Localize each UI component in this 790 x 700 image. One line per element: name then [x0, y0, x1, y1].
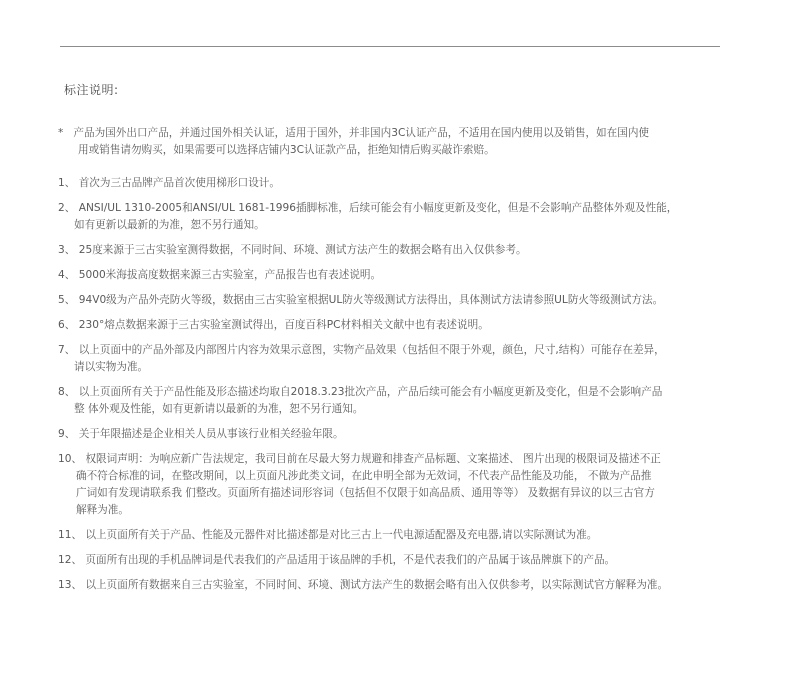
note-line — [58, 200, 784, 217]
note-marker: 9、 — [58, 428, 76, 440]
note-1 — [58, 175, 784, 192]
note-marker: 10、 — [58, 453, 83, 465]
note-text: 产品为国外出口产品，并通过国外相关认证，适用于国外，并非国内3C认证产品，不适用在国内使用以及销售，如在国内使 — [73, 127, 650, 139]
note-marker: 7、 — [58, 344, 76, 356]
note-text: 关于年限描述是企业相关人员从事该行业相关经验年限。 — [78, 428, 344, 440]
note-text: 权限词声明：为响应新广告法规定，我司目前在尽最大努力规避和排查产品标题、文案描述、 图片出现的极限词及描述不正 — [85, 453, 661, 465]
note-text: 确不符合标准的词，在整改期间，以上页面凡涉此类文词，在此申明全部为无效词，不代表产品性能及功能， 不做为产品推 — [76, 470, 652, 482]
note-text: 94V0级为产品外壳防火等级，数据由三古实验室根据UL防火等级测试方法得出，具体测试方法请参照UL防火等级测试方法。 — [78, 294, 664, 306]
note-text: 解释为准。 — [76, 504, 129, 516]
note-text: 广词如有发现请联系我 们整改。页面所有描述词形容词（包括但不仅限于如高品质、通用等等） 及数据有异议的以三古官方 — [76, 487, 655, 499]
note-marker: 4、 — [58, 269, 76, 281]
note-6 — [58, 317, 784, 334]
note-8 — [58, 384, 784, 418]
note-4 — [58, 267, 784, 284]
note-13 — [58, 577, 784, 594]
note-10 — [58, 451, 784, 519]
note-line — [58, 384, 784, 401]
note-text: 5000米海拔高度数据来源三古实验室，产品报告也有表述说明。 — [78, 269, 382, 281]
note-text: 以上页面中的产品外部及内部图片内容为效果示意图，实物产品效果（包括但不限于外观，颜色，尺寸,结构）可能存在差异， — [78, 344, 665, 356]
note-line — [58, 125, 784, 142]
note-text: 请以实物为准。 — [74, 361, 149, 373]
note-line — [58, 292, 784, 309]
note-5 — [58, 292, 784, 309]
note-line — [58, 451, 784, 468]
note-marker: 2、 — [58, 202, 76, 214]
note-line — [58, 317, 784, 334]
note-text: 如有更新以最新的为准，恕不另行通知。 — [74, 219, 265, 231]
note-2 — [58, 200, 784, 234]
note-3 — [58, 242, 784, 259]
section-title: 标注说明: — [64, 83, 119, 97]
note-marker: 6、 — [58, 319, 76, 331]
note-line — [58, 267, 784, 284]
note-text: 以上页面所有数据来自三古实验室，不同时间、环境、测试方法产生的数据会略有出入仅供参考，以实际测试官方解释为准。 — [85, 579, 669, 591]
note-text: 以上页面所有关于产品、性能及元器件对比描述都是对比三古上一代电源适配器及充电器,请以实际测试为准。 — [85, 529, 598, 541]
note-marker: 3、 — [58, 244, 76, 256]
note-text: 整 体外观及性能，如有更新请以最新的为准，恕不另行通知。 — [74, 403, 364, 415]
note-text: ANSI/UL 1310-2005和ANSI/UL 1681-1996插脚标准，后续可能会有小幅度更新及变化，但是不会影响产品整体外观及性能， — [78, 202, 678, 214]
note-line — [58, 552, 784, 569]
note-9 — [58, 426, 784, 443]
note-line — [58, 426, 784, 443]
note-text: 页面所有出现的手机品牌词是代表我们的产品适用于该品牌的手机，不是代表我们的产品属于该品牌旗下的产品。 — [85, 554, 616, 566]
note-12 — [58, 552, 784, 569]
note-marker: * — [58, 127, 64, 139]
note-disclaimer — [58, 125, 784, 159]
note-text: 用或销售请勿购买，如果需要可以选择店铺内3C认证款产品，拒绝知情后购买敲诈索赔。 — [78, 144, 495, 156]
note-text: 以上页面所有关于产品性能及形态描述均取自2018.3.23批次产品，产品后续可能会有小幅度更新及变化，但是不会影响产品 — [78, 386, 663, 398]
note-marker: 8、 — [58, 386, 76, 398]
note-marker: 11、 — [58, 529, 83, 541]
note-marker: 12、 — [58, 554, 83, 566]
note-marker: 1、 — [58, 177, 76, 189]
note-11 — [58, 527, 784, 544]
note-line — [58, 242, 784, 259]
note-text: 230°熔点数据来源于三古实验室测试得出，百度百科PC材料相关文献中也有表述说明。 — [78, 319, 489, 331]
note-text: 首次为三古品牌产品首次使用梯形口设计。 — [78, 177, 280, 189]
note-marker: 13、 — [58, 579, 83, 591]
notes-list — [58, 125, 784, 602]
top-divider — [60, 46, 720, 47]
note-text: 25度来源于三古实验室测得数据，不同时间、环境、测试方法产生的数据会略有出入仅供参考。 — [78, 244, 527, 256]
note-line — [58, 342, 784, 359]
note-line — [58, 577, 784, 594]
note-marker: 5、 — [58, 294, 76, 306]
note-line — [58, 175, 784, 192]
note-7 — [58, 342, 784, 376]
note-line — [58, 527, 784, 544]
